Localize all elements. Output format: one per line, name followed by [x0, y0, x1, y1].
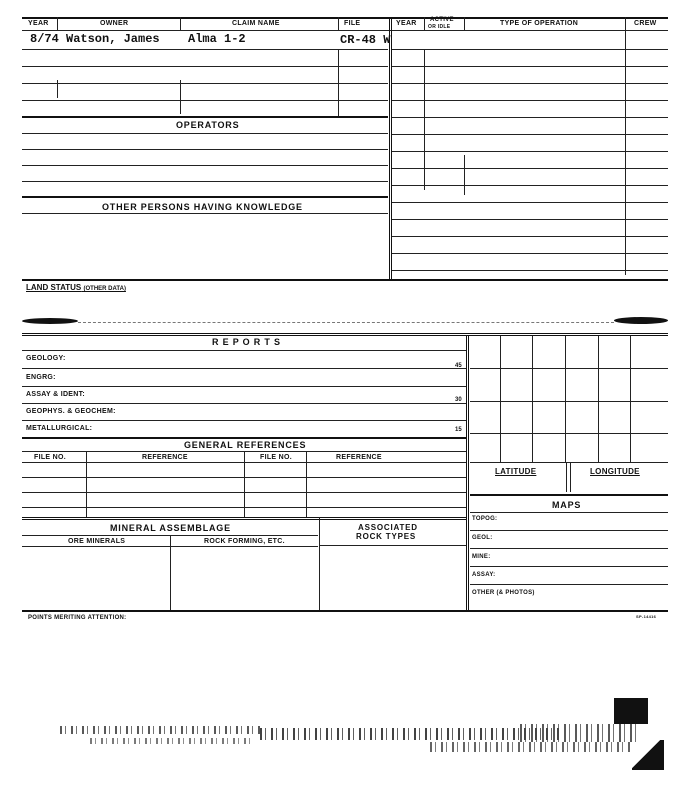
- header-sep: [625, 17, 626, 31]
- top-border: [22, 17, 668, 19]
- points-meriting-attention: POINTS MERITING ATTENTION:: [28, 615, 127, 621]
- ink-smudge: [614, 317, 668, 324]
- header-sep: [57, 17, 58, 31]
- owner-row-line: [22, 66, 388, 67]
- report-metallurgical: METALLURGICAL:: [26, 425, 93, 432]
- scan-noise: [520, 724, 640, 742]
- header-sep: [338, 17, 339, 31]
- scan-noise: [430, 742, 630, 752]
- operation-row-line: [392, 134, 668, 135]
- mineral-col-sep: [170, 535, 171, 611]
- mineral-top-rule: [22, 517, 466, 520]
- owner-col-sep: [180, 80, 181, 114]
- operation-col-sep: [625, 30, 626, 275]
- report-assay: ASSAY & IDENT:: [26, 391, 86, 398]
- owner-row-line: [22, 83, 388, 84]
- reports-right-divider: [466, 335, 469, 611]
- coord-grid-col: [500, 336, 501, 462]
- map-line: [470, 548, 668, 549]
- ref-col-sep: [86, 451, 87, 517]
- operation-row-line: [392, 49, 668, 50]
- scale-45: 45: [455, 363, 462, 369]
- reports-top-rule: [22, 333, 668, 336]
- operators-top-rule: [22, 116, 388, 118]
- coord-rule: [470, 462, 668, 463]
- coord-grid-col: [630, 336, 631, 462]
- maps-rule: [470, 512, 668, 513]
- ref-col-sep: [244, 451, 245, 517]
- operation-row-line: [392, 117, 668, 118]
- land-status-heading: [26, 283, 126, 292]
- operation-row-line: [392, 253, 668, 254]
- associated-heading: ASSOCIATED: [358, 523, 418, 532]
- header-sep: [464, 17, 465, 31]
- report-line: [22, 386, 466, 387]
- maps-heading: MAPS: [552, 500, 582, 510]
- ink-smudge: [22, 318, 78, 324]
- ref-file-no-2: FILE NO.: [260, 454, 292, 461]
- ore-minerals-label: ORE MINERALS: [68, 538, 126, 545]
- map-topog: TOPOG:: [472, 516, 498, 522]
- owner-col-sep: [338, 50, 339, 116]
- map-line: [470, 584, 668, 585]
- operators-heading: OPERATORS: [176, 120, 240, 130]
- general-references-top-rule: [22, 437, 466, 439]
- header-rule: [22, 30, 668, 31]
- map-geol: GEOL:: [472, 535, 493, 541]
- report-line: [22, 403, 466, 404]
- land-status-sublabel: (OTHER DATA): [83, 286, 126, 292]
- header-sep: [424, 17, 425, 31]
- ref-file-no-1: FILE NO.: [34, 454, 66, 461]
- header-sep: [180, 17, 181, 31]
- operation-row-line: [392, 185, 668, 186]
- header-active: ACTIVE: [430, 17, 454, 23]
- operation-row-line: [392, 168, 668, 169]
- land-status-top-rule: [22, 279, 668, 281]
- form-code: SP-14416: [636, 614, 657, 619]
- main-divider: [389, 17, 392, 279]
- operation-row-line: [392, 219, 668, 220]
- report-engrg: ENGRG:: [26, 374, 56, 381]
- owner-col-sep: [57, 80, 58, 98]
- entry-owner: Watson, James: [66, 32, 160, 46]
- header-or-idle: OR IDLE: [428, 24, 451, 30]
- scale-15: 15: [455, 427, 462, 433]
- reports-heading: R E P O R T S: [212, 337, 281, 347]
- entry-claim-name: Alma 1-2: [188, 32, 246, 46]
- header-file: FILE: [344, 20, 361, 27]
- entry-year: 8/74: [30, 32, 59, 46]
- owner-row-line: [22, 49, 388, 50]
- coord-grid-col: [532, 336, 533, 462]
- mineral-assemblage-heading: MINERAL ASSEMBLAGE: [110, 523, 231, 533]
- coord-grid-col: [598, 336, 599, 462]
- latitude-label: LATITUDE: [495, 467, 537, 476]
- map-assay: ASSAY:: [472, 572, 496, 578]
- scan-block: [614, 698, 648, 724]
- operators-line: [22, 165, 388, 166]
- report-line: [22, 368, 466, 369]
- coord-sep: [570, 462, 571, 492]
- operation-row-line: [392, 151, 668, 152]
- scan-noise: [60, 726, 260, 734]
- ref-reference-2: REFERENCE: [336, 454, 382, 461]
- maps-top-rule: [470, 494, 668, 496]
- header-type-of-operation: TYPE OF OPERATION: [500, 20, 579, 27]
- scale-30: 30: [455, 397, 462, 403]
- operation-row-line: [392, 83, 668, 84]
- report-geophys: GEOPHYS. & GEOCHEM:: [26, 408, 116, 415]
- general-references-heading: GENERAL REFERENCES: [184, 440, 307, 450]
- operation-row-line: [392, 66, 668, 67]
- operation-row-line: [392, 270, 668, 271]
- operators-line: [22, 181, 388, 182]
- header-year: YEAR: [28, 20, 49, 27]
- scan-noise: [90, 738, 250, 744]
- associated-rule: [320, 545, 466, 546]
- report-line: [22, 420, 466, 421]
- bottom-rule: [22, 610, 668, 612]
- other-persons-rule: [22, 213, 388, 214]
- owner-row-line: [22, 100, 388, 101]
- map-other: OTHER (& PHOTOS): [472, 590, 535, 596]
- entry-file: CR-48 W: [340, 33, 391, 47]
- mineral-col-sep: [319, 517, 320, 611]
- header-crew: CREW: [634, 20, 657, 27]
- header-year-2: YEAR: [396, 20, 417, 27]
- header-claim-name: CLAIM NAME: [232, 20, 280, 27]
- land-status-line: [78, 322, 614, 323]
- coord-grid-col: [565, 336, 566, 462]
- operators-rule: [22, 133, 388, 134]
- rock-forming-label: ROCK FORMING, ETC.: [204, 538, 285, 545]
- operation-row-line: [392, 100, 668, 101]
- other-persons-heading: OTHER PERSONS HAVING KNOWLEDGE: [102, 202, 303, 212]
- rock-types-heading: ROCK TYPES: [356, 532, 417, 541]
- ref-reference-1: REFERENCE: [142, 454, 188, 461]
- reports-rule: [22, 350, 466, 351]
- operation-row-line: [392, 202, 668, 203]
- header-owner: OWNER: [100, 20, 129, 27]
- map-line: [470, 530, 668, 531]
- ref-col-sep: [306, 451, 307, 517]
- scan-noise: [260, 728, 560, 740]
- operation-row-line: [392, 236, 668, 237]
- report-geology: GEOLOGY:: [26, 355, 66, 362]
- map-mine: MINE:: [472, 554, 491, 560]
- scan-wedge: [632, 740, 664, 770]
- other-persons-top-rule: [22, 196, 388, 198]
- longitude-label: LONGITUDE: [590, 467, 640, 476]
- operation-col-sep: [424, 50, 425, 190]
- operators-line: [22, 149, 388, 150]
- map-line: [470, 566, 668, 567]
- operation-col-sep: [464, 155, 465, 195]
- land-status-label: LAND STATUS: [26, 283, 82, 292]
- coord-sep: [566, 462, 567, 492]
